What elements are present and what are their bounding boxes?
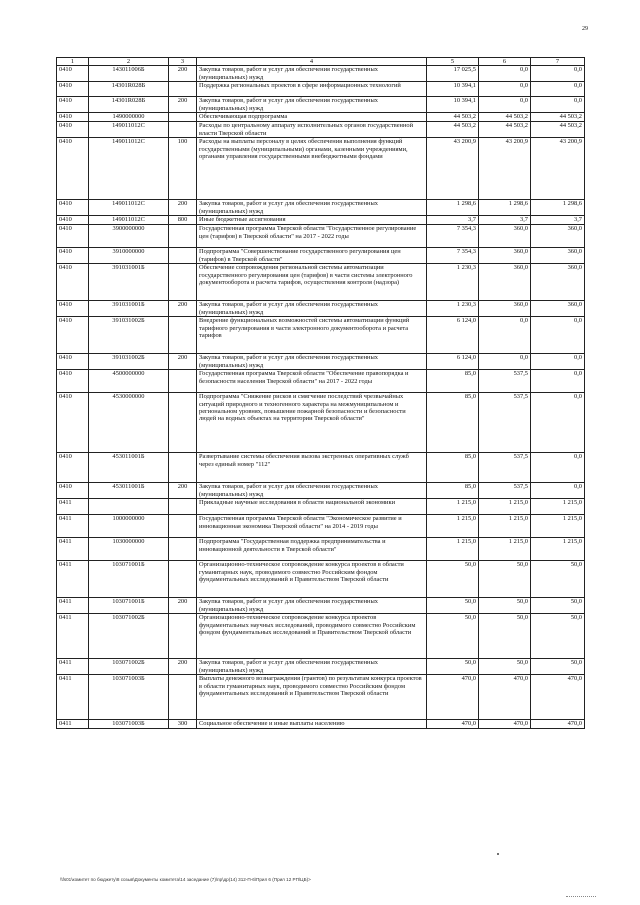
- cell-amount-year3: 0,0: [531, 82, 585, 97]
- table-row: [57, 82, 585, 97]
- cell-target-article: 391031002Б: [89, 317, 169, 354]
- cell-section-code: 0410: [57, 138, 89, 200]
- cell-description: Развертывание системы обеспечения вызова экстренных оперативных служб через единый номер "112": [197, 453, 427, 483]
- cell-amount-year3: 0,0: [531, 66, 585, 82]
- cell-amount-year1: 43 200,9: [427, 138, 479, 200]
- column-header: 4: [197, 58, 427, 66]
- cell-amount-year2: 360,0: [479, 225, 531, 248]
- cell-target-article: 391031001Б: [89, 301, 169, 317]
- cell-amount-year3: 1 215,0: [531, 499, 585, 515]
- cell-amount-year1: 85,0: [427, 370, 479, 393]
- cell-section-code: 0410: [57, 264, 89, 301]
- cell-amount-year2: 1 215,0: [479, 499, 531, 515]
- cell-expense-type: 200: [169, 66, 197, 82]
- table-row: [57, 264, 585, 301]
- cell-amount-year1: 85,0: [427, 393, 479, 453]
- cell-target-article: 14301R028Б: [89, 82, 169, 97]
- cell-description: Закупка товаров, работ и услуг для обеспечения государственных (муниципальных) нужд: [197, 97, 427, 113]
- cell-amount-year1: 7 354,3: [427, 248, 479, 264]
- cell-section-code: 0410: [57, 301, 89, 317]
- cell-amount-year1: 44 503,2: [427, 122, 479, 138]
- cell-amount-year1: 10 394,1: [427, 82, 479, 97]
- table-row: [57, 225, 585, 248]
- cell-amount-year2: 50,0: [479, 614, 531, 659]
- cell-description: Закупка товаров, работ и услуг для обеспечения государственных (муниципальных) нужд: [197, 598, 427, 614]
- cell-amount-year1: 50,0: [427, 614, 479, 659]
- cell-amount-year2: 3,7: [479, 216, 531, 225]
- cell-section-code: 0410: [57, 317, 89, 354]
- cell-amount-year2: 50,0: [479, 561, 531, 598]
- cell-amount-year2: 360,0: [479, 264, 531, 301]
- cell-section-code: 0410: [57, 225, 89, 248]
- cell-section-code: 0410: [57, 393, 89, 453]
- cell-target-article: 149011012С: [89, 200, 169, 216]
- cell-description: Государственная программа Тверской области "Государственное регулирование цен (тарифов) в Тверской области" на 2017 - 2022 годы: [197, 225, 427, 248]
- cell-target-article: 4530000000: [89, 393, 169, 453]
- cell-expense-type: 200: [169, 598, 197, 614]
- cell-section-code: 0410: [57, 122, 89, 138]
- cell-amount-year1: 1 215,0: [427, 515, 479, 538]
- cell-expense-type: 200: [169, 659, 197, 675]
- cell-amount-year1: 6 124,0: [427, 317, 479, 354]
- cell-target-article: 103071002Б: [89, 659, 169, 675]
- table-row: [57, 393, 585, 453]
- table-row: [57, 499, 585, 515]
- cell-amount-year2: 1 215,0: [479, 538, 531, 561]
- table-row: [57, 113, 585, 122]
- cell-amount-year1: 470,0: [427, 675, 479, 720]
- cell-description: Прикладные научные исследования в области национальной экономики: [197, 499, 427, 515]
- cell-section-code: 0411: [57, 515, 89, 538]
- cell-amount-year1: 50,0: [427, 598, 479, 614]
- cell-section-code: 0411: [57, 614, 89, 659]
- cell-expense-type: [169, 370, 197, 393]
- cell-description: Подпрограмма "Совершенствование государственного регулирования цен (тарифов) в Тверской области": [197, 248, 427, 264]
- cell-target-article: 3900000000: [89, 225, 169, 248]
- cell-amount-year3: 50,0: [531, 561, 585, 598]
- cell-amount-year1: 6 124,0: [427, 354, 479, 370]
- cell-expense-type: 200: [169, 97, 197, 113]
- cell-amount-year3: 0,0: [531, 317, 585, 354]
- cell-amount-year3: 360,0: [531, 225, 585, 248]
- cell-amount-year2: 537,5: [479, 453, 531, 483]
- cell-target-article: 149011012С: [89, 138, 169, 200]
- cell-expense-type: 200: [169, 301, 197, 317]
- cell-amount-year2: 50,0: [479, 659, 531, 675]
- cell-expense-type: [169, 614, 197, 659]
- cell-expense-type: [169, 515, 197, 538]
- cell-amount-year1: 17 025,5: [427, 66, 479, 82]
- cell-description: Закупка товаров, работ и услуг для обеспечения государственных (муниципальных) нужд: [197, 301, 427, 317]
- cell-amount-year3: 50,0: [531, 659, 585, 675]
- cell-target-article: [89, 499, 169, 515]
- table-row: [57, 138, 585, 200]
- cell-amount-year3: 3,7: [531, 216, 585, 225]
- table-row: [57, 515, 585, 538]
- cell-expense-type: [169, 561, 197, 598]
- cell-amount-year2: 1 298,6: [479, 200, 531, 216]
- cell-amount-year3: 1 215,0: [531, 515, 585, 538]
- scan-mark: [566, 896, 596, 898]
- cell-expense-type: [169, 453, 197, 483]
- cell-amount-year1: 1 215,0: [427, 499, 479, 515]
- cell-description: Иные бюджетные ассигнования: [197, 216, 427, 225]
- cell-target-article: 14301R028Б: [89, 97, 169, 113]
- cell-amount-year2: 537,5: [479, 483, 531, 499]
- cell-target-article: 103071003Б: [89, 675, 169, 720]
- cell-amount-year3: 0,0: [531, 453, 585, 483]
- cell-description: Государственная программа Тверской области "Экономическое развитие и инновационная экономика Тверской области" на 2014 - 2019 годы: [197, 515, 427, 538]
- cell-description: Обеспечивающая подпрограмма: [197, 113, 427, 122]
- table-row: [57, 317, 585, 354]
- cell-target-article: 103071003Б: [89, 720, 169, 729]
- cell-target-article: 143011006Б: [89, 66, 169, 82]
- table-row: [57, 248, 585, 264]
- cell-expense-type: 300: [169, 720, 197, 729]
- cell-amount-year2: 50,0: [479, 598, 531, 614]
- table-row: [57, 97, 585, 113]
- cell-target-article: 103071001Б: [89, 561, 169, 598]
- table-row: [57, 370, 585, 393]
- cell-target-article: 1030000000: [89, 538, 169, 561]
- budget-table: [56, 57, 585, 729]
- footer-file-path: \\fs01\комитет по бюджету\8 созыв\Документы комитета\14 заседание (7)\пр\др(14) 312-П-6\Прил 6 (Прил 12 РП\ЦБ)>: [60, 877, 311, 882]
- cell-amount-year2: 470,0: [479, 720, 531, 729]
- table-row: [57, 659, 585, 675]
- cell-amount-year1: 85,0: [427, 483, 479, 499]
- cell-target-article: 1000000000: [89, 515, 169, 538]
- column-header: 5: [427, 58, 479, 66]
- cell-amount-year2: 0,0: [479, 66, 531, 82]
- cell-description: Закупка товаров, работ и услуг для обеспечения государственных (муниципальных) нужд: [197, 659, 427, 675]
- cell-amount-year1: 1 215,0: [427, 538, 479, 561]
- cell-target-article: 3910000000: [89, 248, 169, 264]
- cell-amount-year3: 360,0: [531, 248, 585, 264]
- cell-amount-year3: 470,0: [531, 720, 585, 729]
- column-header: 3: [169, 58, 197, 66]
- table-row: [57, 561, 585, 598]
- cell-amount-year3: 360,0: [531, 264, 585, 301]
- cell-section-code: 0410: [57, 200, 89, 216]
- cell-description: Организационно-техническое сопровождение конкурса проектов в области гуманитарных наук, проводимого совместно Российским фондом фундаментальных исследований и Правительством Тверской области: [197, 561, 427, 598]
- table-header-row: [57, 58, 585, 66]
- table-row: [57, 675, 585, 720]
- cell-expense-type: 100: [169, 138, 197, 200]
- cell-target-article: 4500000000: [89, 370, 169, 393]
- cell-description: Государственная программа Тверской области "Обеспечение правопорядка и безопасности населения Тверской области" на 2017 - 2022 годы: [197, 370, 427, 393]
- cell-amount-year3: 0,0: [531, 483, 585, 499]
- cell-amount-year1: 470,0: [427, 720, 479, 729]
- cell-description: Поддержка региональных проектов в сфере информационных технологий: [197, 82, 427, 97]
- cell-expense-type: [169, 113, 197, 122]
- cell-amount-year1: 85,0: [427, 453, 479, 483]
- cell-amount-year2: 0,0: [479, 82, 531, 97]
- cell-amount-year3: 1 298,6: [531, 200, 585, 216]
- cell-section-code: 0410: [57, 97, 89, 113]
- cell-description: Выплаты денежного вознаграждения (грантов) по результатам конкурса проектов в области гуманитарных наук, проводимого совместно Российским фондом фундаментальных исследований и Правительством Тверской области: [197, 675, 427, 720]
- table-row: [57, 483, 585, 499]
- column-header: 2: [89, 58, 169, 66]
- table-row: [57, 122, 585, 138]
- cell-expense-type: 200: [169, 354, 197, 370]
- cell-section-code: 0411: [57, 499, 89, 515]
- cell-amount-year1: 1 230,3: [427, 264, 479, 301]
- cell-amount-year3: 44 503,2: [531, 122, 585, 138]
- cell-amount-year3: 360,0: [531, 301, 585, 317]
- cell-section-code: 0410: [57, 248, 89, 264]
- cell-amount-year3: 50,0: [531, 614, 585, 659]
- cell-target-article: 391031001Б: [89, 264, 169, 301]
- cell-description: Расходы на выплаты персоналу в целях обеспечения выполнения функций государственными (муниципальными) органами, казенными учреждениями, органами управления государственными внебюджетными фондами: [197, 138, 427, 200]
- cell-description: Подпрограмма "Снижение рисков и смягчение последствий чрезвычайных ситуаций природного и техногенного характера на межмуниципальном и региональном уровнях, повышение пожарной безопасности и безопасности людей на водных объектах на территории Тверской области": [197, 393, 427, 453]
- cell-expense-type: [169, 675, 197, 720]
- cell-amount-year2: 1 215,0: [479, 515, 531, 538]
- cell-amount-year2: 537,5: [479, 393, 531, 453]
- cell-amount-year2: 537,5: [479, 370, 531, 393]
- table-row: [57, 720, 585, 729]
- cell-section-code: 0411: [57, 561, 89, 598]
- cell-amount-year2: 470,0: [479, 675, 531, 720]
- cell-section-code: 0411: [57, 598, 89, 614]
- cell-amount-year2: 0,0: [479, 317, 531, 354]
- cell-section-code: 0410: [57, 370, 89, 393]
- cell-amount-year3: 43 200,9: [531, 138, 585, 200]
- cell-amount-year3: 50,0: [531, 598, 585, 614]
- cell-amount-year1: 44 503,2: [427, 113, 479, 122]
- cell-section-code: 0410: [57, 216, 89, 225]
- column-header: 1: [57, 58, 89, 66]
- cell-amount-year1: 3,7: [427, 216, 479, 225]
- cell-expense-type: [169, 499, 197, 515]
- cell-target-article: 149011012С: [89, 216, 169, 225]
- cell-amount-year2: 44 503,2: [479, 113, 531, 122]
- cell-amount-year3: 0,0: [531, 370, 585, 393]
- cell-amount-year1: 1 230,3: [427, 301, 479, 317]
- cell-amount-year2: 360,0: [479, 301, 531, 317]
- cell-target-article: 149011012С: [89, 122, 169, 138]
- table-row: [57, 301, 585, 317]
- cell-expense-type: [169, 122, 197, 138]
- cell-expense-type: [169, 225, 197, 248]
- cell-section-code: 0411: [57, 538, 89, 561]
- cell-description: Организационно-техническое сопровождение конкурса проектов фундаментальных научных исследований, проводимого совместно Российским фондом фундаментальных исследований и Правительством Тверской области: [197, 614, 427, 659]
- table-row: [57, 216, 585, 225]
- cell-amount-year1: 7 354,3: [427, 225, 479, 248]
- cell-expense-type: 200: [169, 483, 197, 499]
- cell-amount-year1: 1 298,6: [427, 200, 479, 216]
- cell-expense-type: 800: [169, 216, 197, 225]
- cell-section-code: 0410: [57, 82, 89, 97]
- cell-section-code: 0411: [57, 675, 89, 720]
- cell-description: Обеспечение сопровождения региональной системы автоматизации государственного регулирования цен (тарифов) в части системы электронного документооборота и расчета тарифов, осуществления контроля (надзора): [197, 264, 427, 301]
- page-number: 29: [582, 26, 588, 32]
- cell-amount-year2: 44 503,2: [479, 122, 531, 138]
- table-row: [57, 453, 585, 483]
- table-row: [57, 200, 585, 216]
- cell-expense-type: [169, 248, 197, 264]
- cell-amount-year3: 0,0: [531, 97, 585, 113]
- cell-amount-year1: 10 394,1: [427, 97, 479, 113]
- cell-amount-year3: 470,0: [531, 675, 585, 720]
- cell-description: Подпрограмма "Государственная поддержка предпринимательства и инновационной деятельности в Тверской области": [197, 538, 427, 561]
- cell-amount-year2: 0,0: [479, 354, 531, 370]
- cell-amount-year2: 360,0: [479, 248, 531, 264]
- table-row: [57, 66, 585, 82]
- cell-amount-year3: 0,0: [531, 354, 585, 370]
- cell-section-code: 0410: [57, 453, 89, 483]
- cell-description: Расходы по центральному аппарату исполнительных органов государственной власти Тверской области: [197, 122, 427, 138]
- cell-target-article: 103071001Б: [89, 598, 169, 614]
- column-header: 7: [531, 58, 585, 66]
- cell-target-article: 103071002Б: [89, 614, 169, 659]
- cell-amount-year3: 0,0: [531, 393, 585, 453]
- cell-description: Закупка товаров, работ и услуг для обеспечения государственных (муниципальных) нужд: [197, 354, 427, 370]
- table-row: [57, 614, 585, 659]
- cell-amount-year3: 44 503,2: [531, 113, 585, 122]
- cell-amount-year1: 50,0: [427, 659, 479, 675]
- cell-section-code: 0411: [57, 659, 89, 675]
- cell-expense-type: [169, 538, 197, 561]
- cell-target-article: 453011001Б: [89, 453, 169, 483]
- cell-expense-type: 200: [169, 200, 197, 216]
- cell-description: Внедрение функциональных возможностей системы автоматизации функций тарифного регулирования в части электронного документооборота и расчета тарифов: [197, 317, 427, 354]
- cell-expense-type: [169, 82, 197, 97]
- table-row: [57, 538, 585, 561]
- cell-section-code: 0410: [57, 113, 89, 122]
- cell-description: Закупка товаров, работ и услуг для обеспечения государственных (муниципальных) нужд: [197, 200, 427, 216]
- cell-target-article: 391031002Б: [89, 354, 169, 370]
- cell-description: Закупка товаров, работ и услуг для обеспечения государственных (муниципальных) нужд: [197, 483, 427, 499]
- column-header: 6: [479, 58, 531, 66]
- cell-amount-year1: 50,0: [427, 561, 479, 598]
- cell-target-article: 453011001Б: [89, 483, 169, 499]
- cell-section-code: 0410: [57, 66, 89, 82]
- cell-description: Социальное обеспечение и иные выплаты населению: [197, 720, 427, 729]
- cell-amount-year2: 43 200,9: [479, 138, 531, 200]
- table-row: [57, 354, 585, 370]
- cell-amount-year3: 1 215,0: [531, 538, 585, 561]
- cell-expense-type: [169, 264, 197, 301]
- cell-expense-type: [169, 317, 197, 354]
- cell-target-article: 1490000000: [89, 113, 169, 122]
- table-row: [57, 598, 585, 614]
- scan-mark: [497, 853, 499, 855]
- cell-section-code: 0410: [57, 483, 89, 499]
- cell-section-code: 0411: [57, 720, 89, 729]
- cell-amount-year2: 0,0: [479, 97, 531, 113]
- cell-section-code: 0410: [57, 354, 89, 370]
- cell-expense-type: [169, 393, 197, 453]
- cell-description: Закупка товаров, работ и услуг для обеспечения государственных (муниципальных) нужд: [197, 66, 427, 82]
